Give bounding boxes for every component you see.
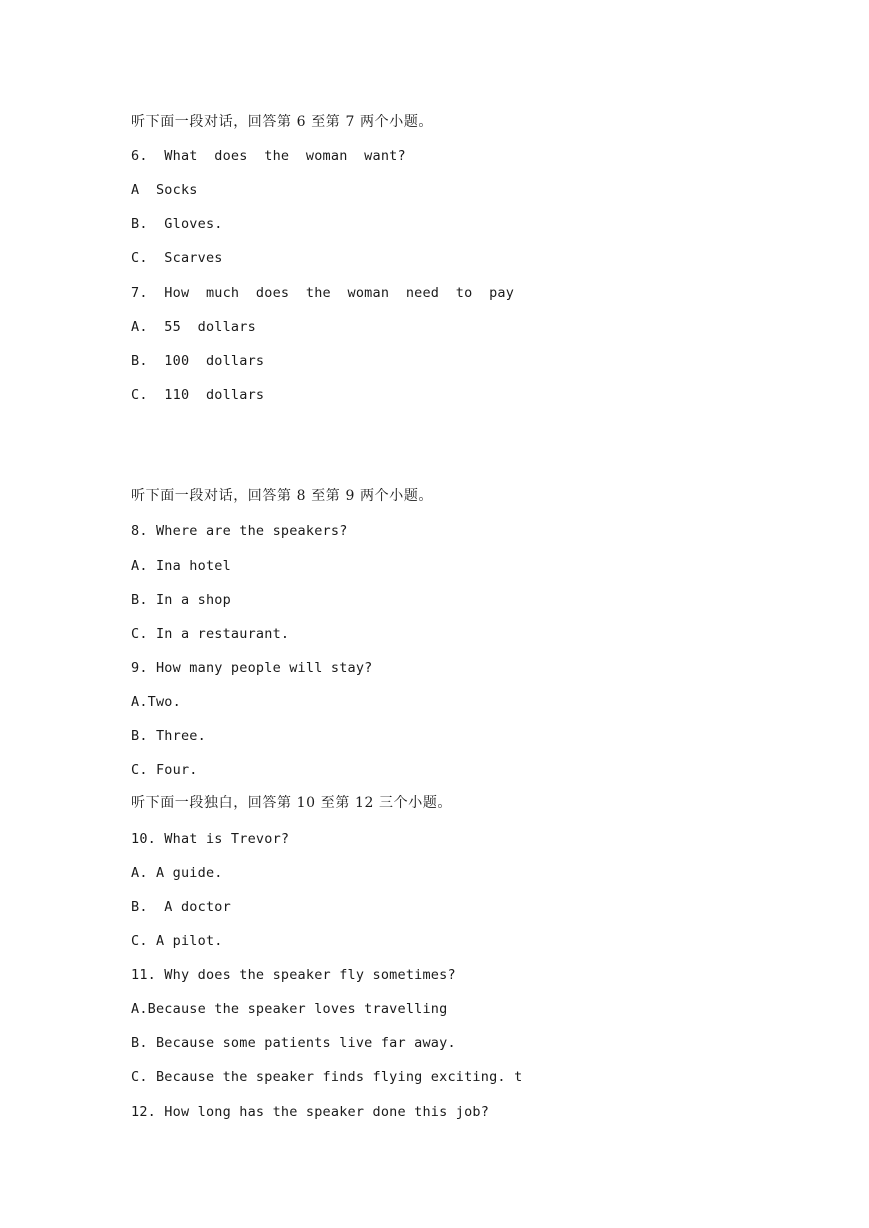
question-7: 7. How much does the woman need to pay xyxy=(131,285,515,301)
option-7c: C. 110 dollars xyxy=(131,387,265,403)
option-8c: C. In a restaurant. xyxy=(131,626,290,642)
option-6b: B. Gloves. xyxy=(131,216,223,232)
question-11: 11. Why does the speaker fly sometimes? xyxy=(131,967,456,983)
section-heading: 听下面一段独白，回答第 10 至第 12 三个小题。 xyxy=(131,795,453,811)
question-10: 10. What is Trevor? xyxy=(131,831,290,847)
option-9a: A.Two. xyxy=(131,694,181,710)
option-6c: C. Scarves xyxy=(131,250,223,266)
question-6: 6. What does the woman want? xyxy=(131,148,406,164)
option-10a: A. A guide. xyxy=(131,865,223,881)
section-heading: 听下面一段对话，回答第 6 至第 7 两个小题。 xyxy=(131,114,434,130)
option-9c: C. Four. xyxy=(131,762,198,778)
option-11c: C. Because the speaker finds flying exciting. t xyxy=(131,1069,523,1085)
question-9: 9. How many people will stay? xyxy=(131,660,373,676)
option-11b: B. Because some patients live far away. xyxy=(131,1035,456,1051)
option-6a: A Socks xyxy=(131,182,198,198)
option-8b: B. In a shop xyxy=(131,592,231,608)
question-12: 12. How long has the speaker done this job? xyxy=(131,1104,490,1120)
option-10b: B. A doctor xyxy=(131,899,231,915)
option-8a: A. Ina hotel xyxy=(131,558,231,574)
question-8: 8. Where are the speakers? xyxy=(131,523,348,539)
option-9b: B. Three. xyxy=(131,728,206,744)
option-10c: C. A pilot. xyxy=(131,933,223,949)
option-7a: A. 55 dollars xyxy=(131,319,256,335)
option-7b: B. 100 dollars xyxy=(131,353,265,369)
section-heading: 听下面一段对话，回答第 8 至第 9 两个小题。 xyxy=(131,488,434,504)
option-11a: A.Because the speaker loves travelling xyxy=(131,1001,448,1017)
